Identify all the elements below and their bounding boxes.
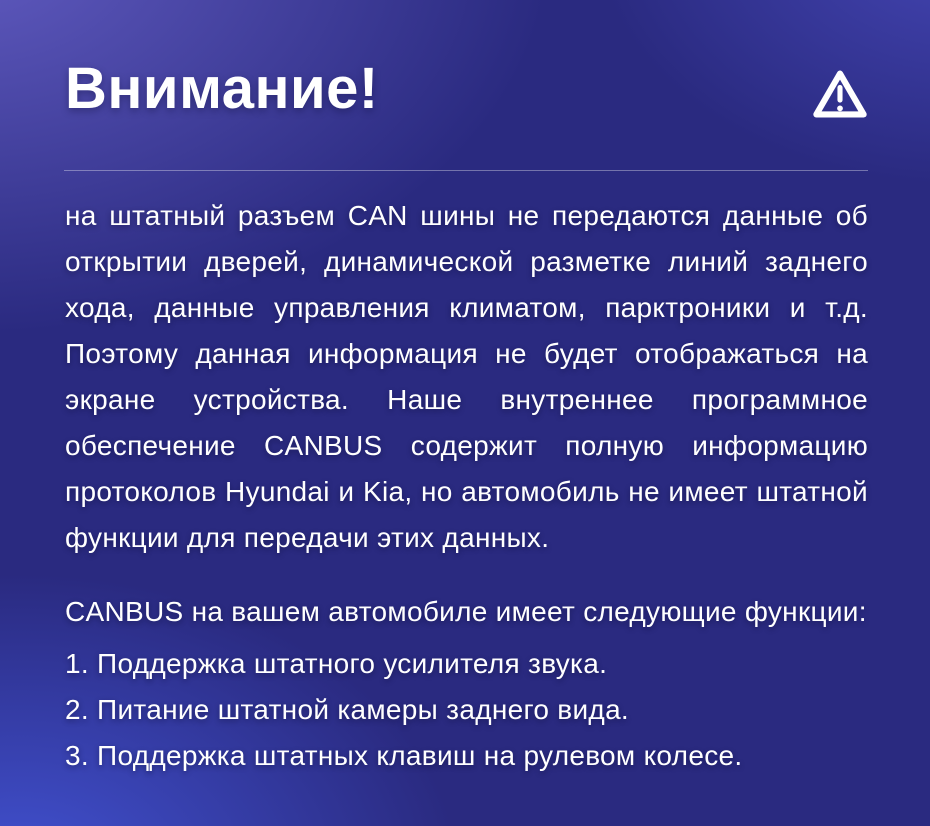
notice-body <box>65 193 868 779</box>
list-item: 2. Питание штатной камеры заднего вида. <box>65 694 630 725</box>
list-item: 3. Поддержка штатных клавиш на рулевом колесе. <box>65 740 743 771</box>
notice-intro-paragraph: на штатный разъем CAN шины не передаются данные об открытии дверей, динамической разметке линий заднего хода, данные управления климатом, парктроники и т.д. Поэтому данная информация не будет отображаться на экране устройства. Наше внутреннее программное обеспечение CANBUS содержит полную информацию протоколов Hyundai и Kia, но автомобиль не имеет штатной функции для передачи этих данных. <box>65 200 868 553</box>
page-title: Внимание! <box>65 56 379 121</box>
warning-triangle-icon <box>812 68 868 120</box>
functions-heading: CANBUS на вашем автомобиле имеет следующие функции: <box>65 596 867 627</box>
header-divider <box>64 170 868 171</box>
list-item: 1. Поддержка штатного усилителя звука. <box>65 648 608 679</box>
header <box>65 58 868 120</box>
functions-list <box>65 641 868 779</box>
